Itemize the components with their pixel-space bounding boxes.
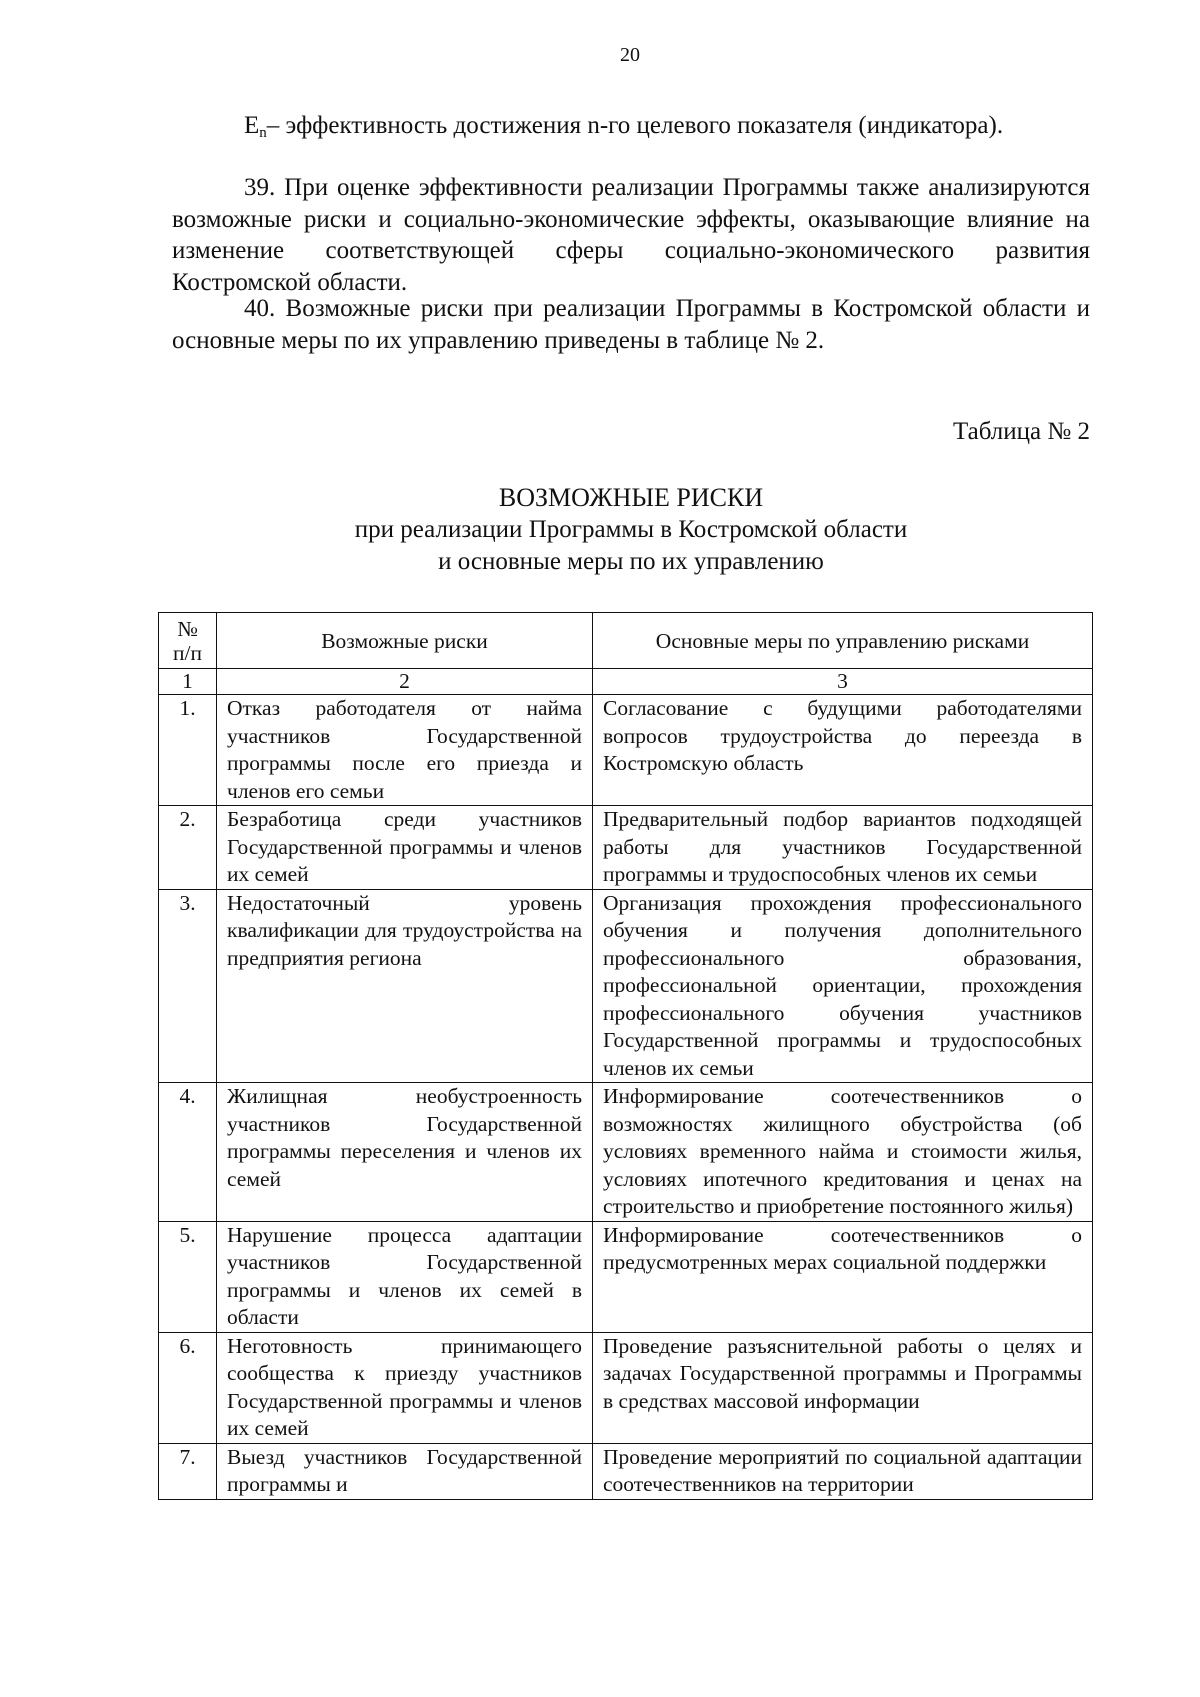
table-row [159, 889, 1093, 1083]
paragraph-39: 39. При оценке эффективности реализации Программы также анализируются возможные риски и социально-экономические эффекты, оказывающие влияние на изменение соответствующей сферы социально-экономического развития Костромской области. [172, 174, 1090, 296]
row-risk: Неготовность принимающего сообщества к приезду участников Государственной программы и членов их семей [217, 1332, 593, 1443]
risks-table [158, 612, 1093, 1500]
row-number: 6. [159, 1332, 217, 1443]
paragraph-40: 40. Возможные риски при реализации Программы в Костромской области и основные меры по их управлению приведены в таблице № 2. [172, 295, 1090, 354]
index-cell: 1 [159, 669, 217, 695]
row-measure: Согласование с будущими работодателями вопросов трудоустройства до переезда в Костромскую область [593, 695, 1093, 806]
table-heading-line-3: и основные меры по их управлению [438, 548, 824, 575]
row-number: 4. [159, 1083, 217, 1222]
row-measure: Предварительный подбор вариантов подходящей работы для участников Государственной программы и трудоспособных членов их семьи [593, 806, 1093, 890]
row-risk: Недостаточный уровень квалификации для трудоустройства на предприятия региона [217, 889, 593, 1083]
table-row [159, 1221, 1093, 1332]
header-measures: Основные меры по управлению рисками [593, 613, 1093, 669]
header-number: № п/п [159, 613, 217, 669]
row-measure: Проведение разъяснительной работы о целях и задачах Государственной программы и Программы в средствах массовой информации [593, 1332, 1093, 1443]
table-row [159, 1332, 1093, 1443]
table-heading-title: ВОЗМОЖНЫЕ РИСКИ [498, 483, 764, 512]
efficiency-symbol: E [244, 112, 260, 139]
row-risk: Безработица среди участников Государственной программы и членов их семей [217, 806, 593, 890]
row-measure: Проведение мероприятий по социальной адаптации соотечественников на территории [593, 1443, 1093, 1499]
row-number: 2. [159, 806, 217, 890]
row-measure: Информирование соотечественников о возможностях жилищного обустройства (об условиях временного найма и стоимости жилья, условиях ипотечного кредитования и ценах на строительство и приобретение постоянного жилья) [593, 1083, 1093, 1222]
header-risks: Возможные риски [217, 613, 593, 669]
row-number: 7. [159, 1443, 217, 1499]
index-cell: 3 [593, 669, 1093, 695]
table-heading [172, 482, 1090, 578]
row-risk: Жилищная необустроенность участников Государственной программы переселения и членов их семей [217, 1083, 593, 1222]
table-index-row [159, 669, 1093, 695]
row-number: 3. [159, 889, 217, 1083]
row-risk: Отказ работодателя от найма участников Государственной программы после его приезда и членов его семьи [217, 695, 593, 806]
table-row [159, 1083, 1093, 1222]
table-row [159, 1443, 1093, 1499]
row-number: 1. [159, 695, 217, 806]
page-number: 20 [620, 44, 640, 66]
row-measure: Информирование соотечественников о предусмотренных мерах социальной поддержки [593, 1221, 1093, 1332]
efficiency-definition-text: – эффективность достижения n-го целевого показателя (индикатора). [266, 112, 1004, 139]
table-heading-line-2: при реализации Программы в Костромской области [354, 516, 908, 543]
row-risk: Выезд участников Государственной программы и [217, 1443, 593, 1499]
index-cell: 2 [217, 669, 593, 695]
table-header-row [159, 613, 1093, 669]
paragraph-efficiency-definition [172, 110, 1090, 150]
table-row [159, 695, 1093, 806]
row-measure: Организация прохождения профессионального обучения и получения дополнительного профессионального образования, профессиональной ориентации, прохождения профессионального обучения участников Государственной программы и трудоспособных членов их семьи [593, 889, 1093, 1083]
efficiency-subscript: n [259, 125, 267, 141]
row-number: 5. [159, 1221, 217, 1332]
table-row [159, 806, 1093, 890]
row-risk: Нарушение процесса адаптации участников Государственной программы и членов их семей в области [217, 1221, 593, 1332]
table-label: Таблица № 2 [952, 418, 1090, 445]
